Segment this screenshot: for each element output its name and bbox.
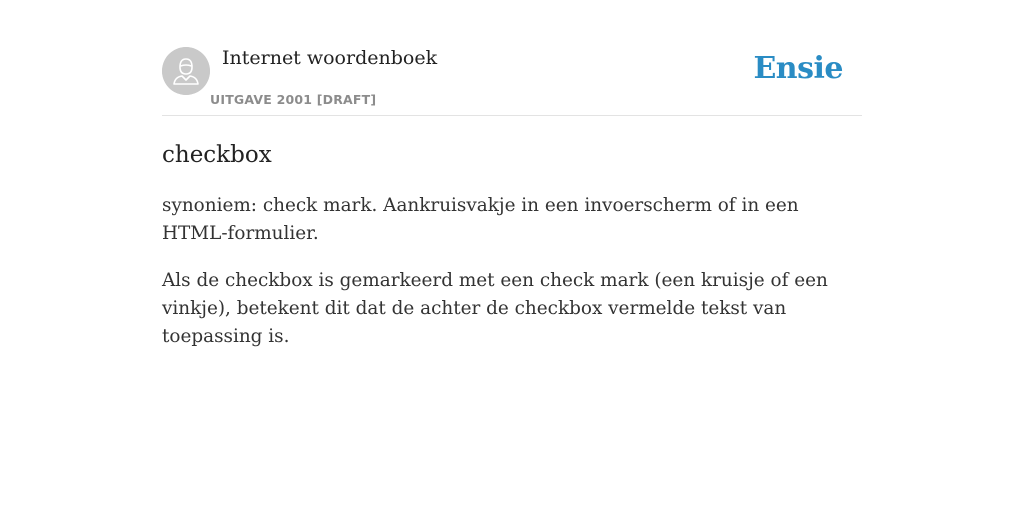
brand-logo-link[interactable]: Ensie	[753, 51, 843, 86]
entry-definition: synoniem: check mark. Aankruisvakje in een invoerscherm of in een HTML-formulier.	[162, 195, 799, 244]
site-header	[162, 0, 862, 116]
user-icon[interactable]	[162, 47, 210, 95]
entry-term: checkbox	[162, 142, 272, 168]
site-title-link[interactable]: Internet woordenboek	[222, 47, 438, 69]
entry-explanation: Als de checkbox is gemarkeerd met een check mark (een kruisje of een vinkje), betekent dit dat de achter de checkbox vermelde tekst van toepassing is.	[162, 270, 828, 347]
page-container	[162, 0, 862, 347]
edition-subtitle: UITGAVE 2001 [DRAFT]	[210, 92, 377, 107]
